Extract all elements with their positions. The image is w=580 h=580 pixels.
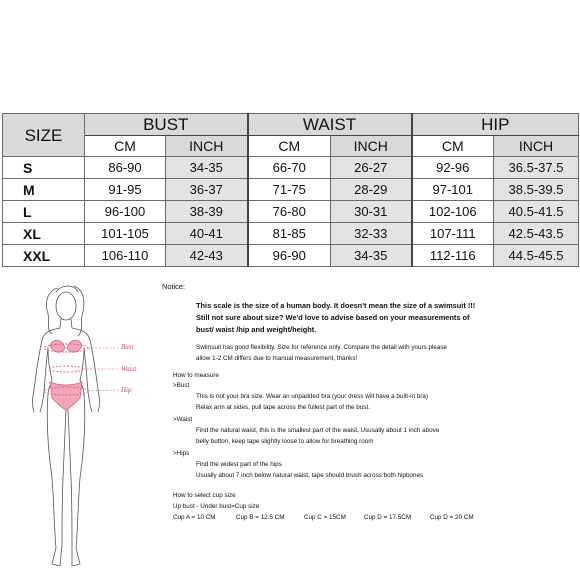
size-chart-table <box>2 113 579 267</box>
size-label-cell: XL <box>3 223 85 245</box>
table-cell: 36.5-37.5 <box>494 157 579 179</box>
hip-group-header: HIP <box>412 114 579 136</box>
cup-a-value: Cup A = 10 CM <box>173 514 216 521</box>
cup-size-heading: How to select cup size <box>173 492 236 499</box>
table-row <box>3 201 579 223</box>
notice-scale-line-3: bust/ waist /hip and weight/height. <box>196 325 317 334</box>
unit-header-bust-cm: CM <box>85 136 166 157</box>
cup-c-value: Cup C = 15CM <box>304 514 346 521</box>
table-row <box>3 223 579 245</box>
table-row <box>3 157 579 179</box>
cup-size-formula: Up bust - Under bust=Cup size <box>173 503 260 510</box>
unit-header-waist-cm: CM <box>248 136 331 157</box>
cup-b-value: Cup B = 12.5 CM <box>236 514 285 521</box>
table-cell: 86-90 <box>85 157 166 179</box>
table-cell: 42.5-43.5 <box>494 223 579 245</box>
table-units-row <box>3 136 579 157</box>
hips-heading: >Hips <box>173 450 190 457</box>
hip-label: Hip <box>121 386 132 394</box>
size-label-cell: M <box>3 179 85 201</box>
table-cell: 81-85 <box>248 223 331 245</box>
table-cell: 38.5-39.5 <box>494 179 579 201</box>
cup-d2-value: Cup D = 20 CM <box>430 514 474 521</box>
unit-header-waist-inch: INCH <box>331 136 412 157</box>
waist-heading: >Waist <box>173 416 193 423</box>
unit-header-hip-cm: CM <box>412 136 494 157</box>
notice-title: Notice: <box>162 282 186 291</box>
table-cell: 30-31 <box>331 201 412 223</box>
table-cell: 36-37 <box>166 179 248 201</box>
waist-group-header: WAIST <box>248 114 412 136</box>
table-cell: 107-111 <box>412 223 494 245</box>
table-cell: 106-110 <box>85 245 166 267</box>
table-cell: 44.5-45.5 <box>494 245 579 267</box>
waist-line-1: Find the natural waist, this is the smallest part of the waist. Ususally about 1 inch above <box>196 427 440 434</box>
unit-header-hip-inch: INCH <box>494 136 579 157</box>
table-group-header-row <box>3 114 579 136</box>
table-cell: 26-27 <box>331 157 412 179</box>
size-label-cell: L <box>3 201 85 223</box>
table-cell: 40.5-41.5 <box>494 201 579 223</box>
table-cell: 28-29 <box>331 179 412 201</box>
bust-label: Bust <box>121 343 134 351</box>
table-cell: 102-106 <box>412 201 494 223</box>
bust-group-header: BUST <box>85 114 248 136</box>
table-cell: 42-43 <box>166 245 248 267</box>
hips-line-1: Find the widest part of the hips <box>196 461 282 468</box>
table-row <box>3 179 579 201</box>
table-cell: 96-100 <box>85 201 166 223</box>
table-cell: 97-101 <box>412 179 494 201</box>
unit-header-bust-inch: INCH <box>166 136 248 157</box>
waist-label: Waist <box>121 365 137 373</box>
notice-flex-line-2: allow 1-2 CM differs due to manual measurement, thanks! <box>196 355 358 362</box>
size-label-cell: S <box>3 157 85 179</box>
table-row <box>3 245 579 267</box>
waist-line-2: belly button, keep tape slightly loose to allow for breathing room <box>196 438 374 445</box>
table-cell: 96-90 <box>248 245 331 267</box>
hips-line-2: Usually about 7 inch below natural waist, tape should brush across both hipbones <box>196 472 424 479</box>
body-sketch-illustration <box>18 282 158 574</box>
table-cell: 101-105 <box>85 223 166 245</box>
table-cell: 32-33 <box>331 223 412 245</box>
size-label-cell: XXL <box>3 245 85 267</box>
table-cell: 38-39 <box>166 201 248 223</box>
notice-scale-line-1: This scale is the size of a human body. It doesn't mean the size of a swimsuit !!! <box>196 301 476 310</box>
bust-heading: >Bust <box>173 382 190 389</box>
bust-line-1: This is not your bra size. Wear an unpadded bra (your dress will have a built-in bra) <box>196 393 428 400</box>
table-cell: 66-70 <box>248 157 331 179</box>
table-cell: 40-41 <box>166 223 248 245</box>
table-cell: 71-75 <box>248 179 331 201</box>
table-cell: 76-80 <box>248 201 331 223</box>
how-to-measure-heading: How to measure <box>173 372 219 379</box>
measurement-figure <box>18 282 158 574</box>
size-header-cell: SIZE <box>3 114 85 157</box>
bust-line-2: Relax arm at sides, pull tape across the fullest part of the bust. <box>196 404 370 411</box>
table-cell: 112-116 <box>412 245 494 267</box>
table-cell: 34-35 <box>331 245 412 267</box>
table-cell: 91-95 <box>85 179 166 201</box>
table-cell: 92-96 <box>412 157 494 179</box>
notice-flex-line-1: Swimsuit has good flexibility. Size for reference only. Compare the detail with yours please <box>196 344 448 351</box>
table-cell: 34-35 <box>166 157 248 179</box>
cup-d-value: Cup D = 17.5CM <box>364 514 412 521</box>
notice-scale-line-2: Still not sure about size? We'd love to advise based on your measurements of <box>196 313 470 322</box>
